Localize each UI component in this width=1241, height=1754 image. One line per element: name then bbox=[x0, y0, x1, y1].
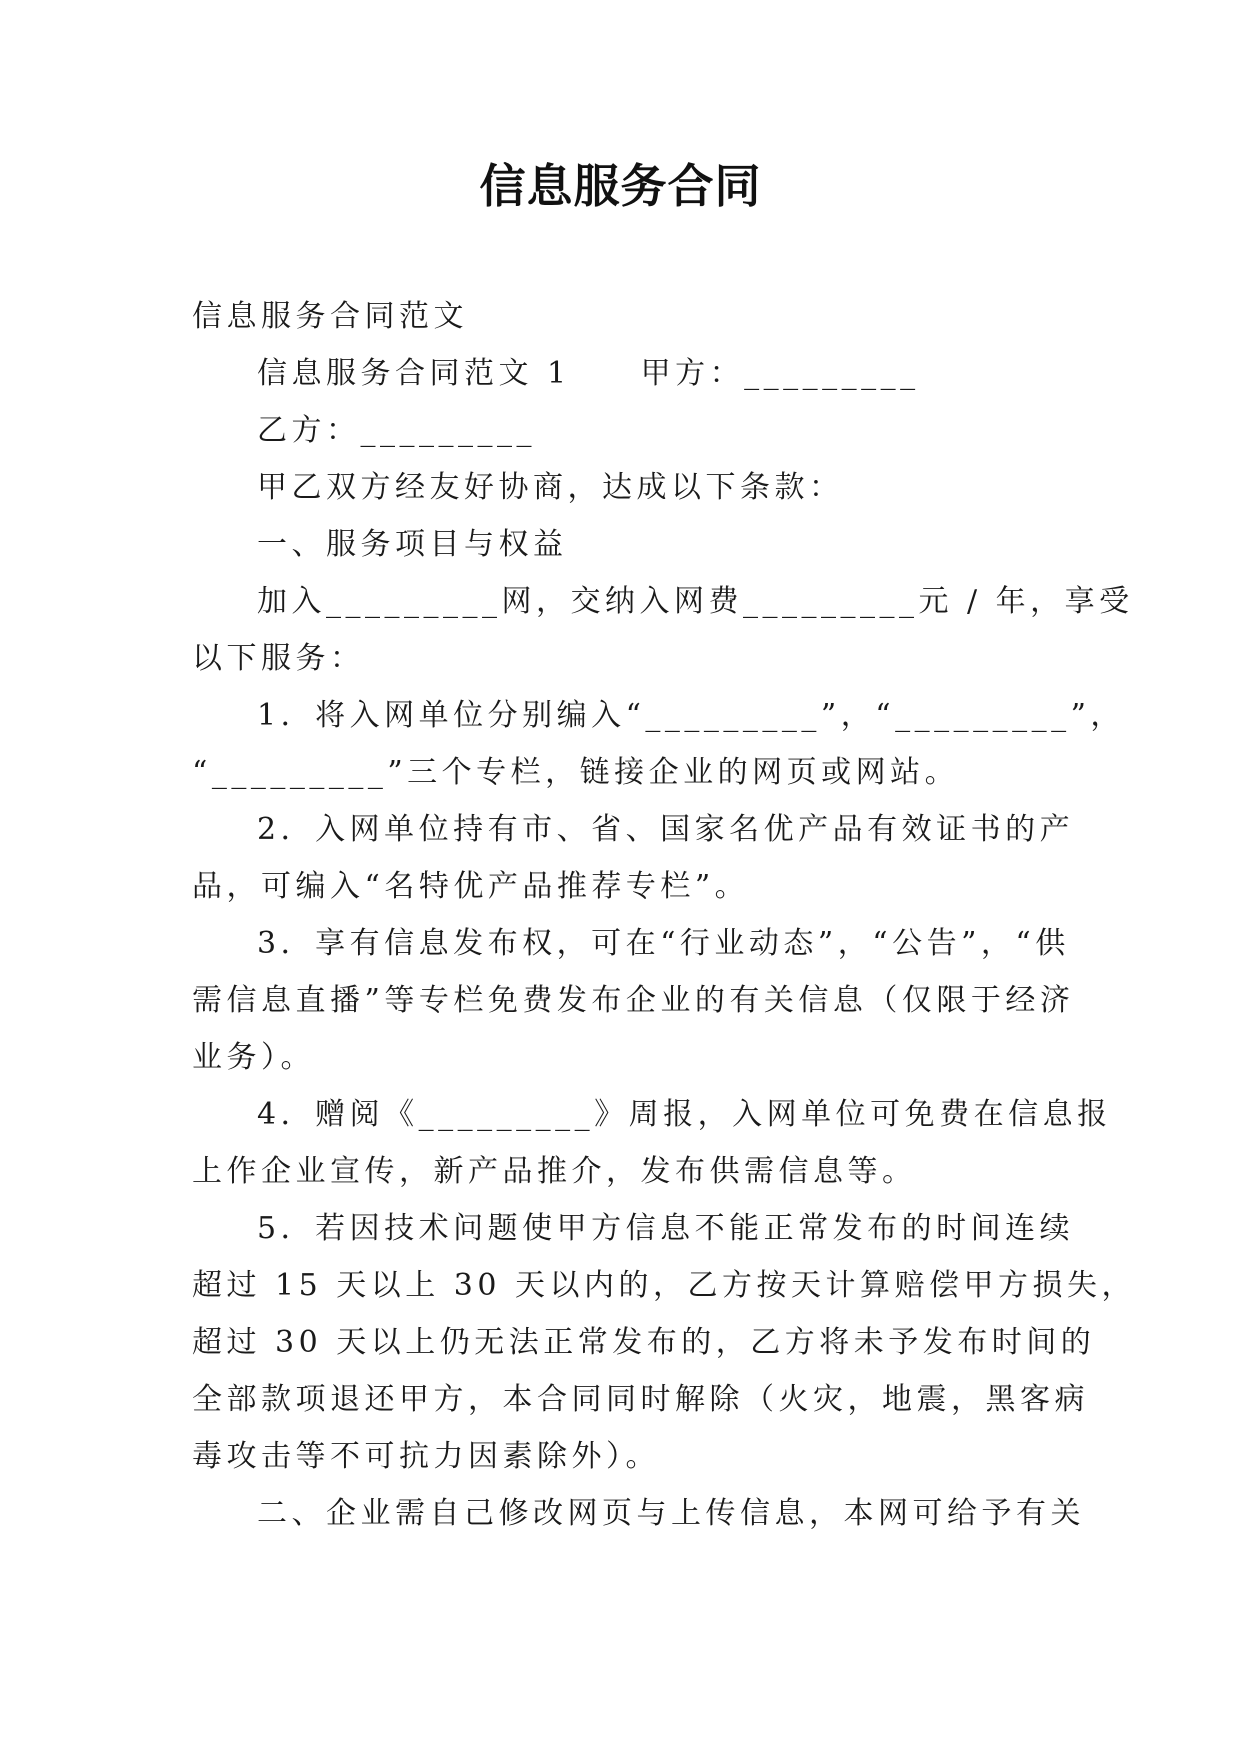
party-a-field: 甲方：_________ bbox=[640, 356, 920, 391]
paragraph-line: “_________”三个专栏，链接企业的网页或网站。 bbox=[192, 755, 960, 790]
paragraph-line: 品，可编入“名特优产品推荐专栏”。 bbox=[192, 869, 750, 904]
document-title: 信息服务合同 bbox=[479, 159, 762, 213]
paragraph-line: 需信息直播”等专栏免费发布企业的有关信息（仅限于经济 bbox=[192, 983, 1075, 1018]
paragraph-line: 全部款项退还甲方，本合同同时解除（火灾，地震，黑客病 bbox=[192, 1382, 1089, 1417]
paragraph-line: 超过 30 天以上仍无法正常发布的，乙方将未予发布时间的 bbox=[192, 1325, 1096, 1360]
party-b-field: 乙方：_________ bbox=[257, 413, 536, 448]
paragraph-line: 3．享有信息发布权，可在“行业动态”，“公告”，“供 bbox=[257, 926, 1070, 961]
paragraph-line: 1．将入网单位分别编入“_________”，“_________”， bbox=[257, 698, 1125, 733]
section-heading: 二、企业需自己修改网页与上传信息，本网可给予有关 bbox=[257, 1496, 1085, 1531]
paragraph-line: 上作企业宣传，新产品推介，发布供需信息等。 bbox=[192, 1154, 917, 1189]
paragraph-line bbox=[257, 354, 920, 394]
paragraph-line: 业务）。 bbox=[192, 1040, 315, 1075]
document-subtitle: 信息服务合同范文 bbox=[192, 299, 468, 334]
paragraph-line: 甲乙双方经友好协商，达成以下条款： bbox=[257, 470, 844, 505]
paragraph-line: 5．若因技术问题使甲方信息不能正常发布的时间连续 bbox=[257, 1211, 1075, 1246]
paragraph-line: 4．赠阅《_________》周报，入网单位可免费在信息报 bbox=[257, 1097, 1112, 1132]
section-heading: 一、服务项目与权益 bbox=[257, 527, 568, 562]
paragraph-line: 以下服务： bbox=[192, 641, 365, 676]
contract-sample-label: 信息服务合同范文 1 bbox=[257, 356, 571, 391]
paragraph-line: 超过 15 天以上 30 天以内的，乙方按天计算赔偿甲方损失， bbox=[192, 1268, 1136, 1303]
paragraph-line: 毒攻击等不可抗力因素除外）。 bbox=[192, 1439, 660, 1474]
paragraph-line: 2．入网单位持有市、省、国家名优产品有效证书的产 bbox=[257, 812, 1075, 847]
paragraph-line: 加入_________网，交纳入网费_________元 / 年，享受 bbox=[257, 584, 1134, 619]
